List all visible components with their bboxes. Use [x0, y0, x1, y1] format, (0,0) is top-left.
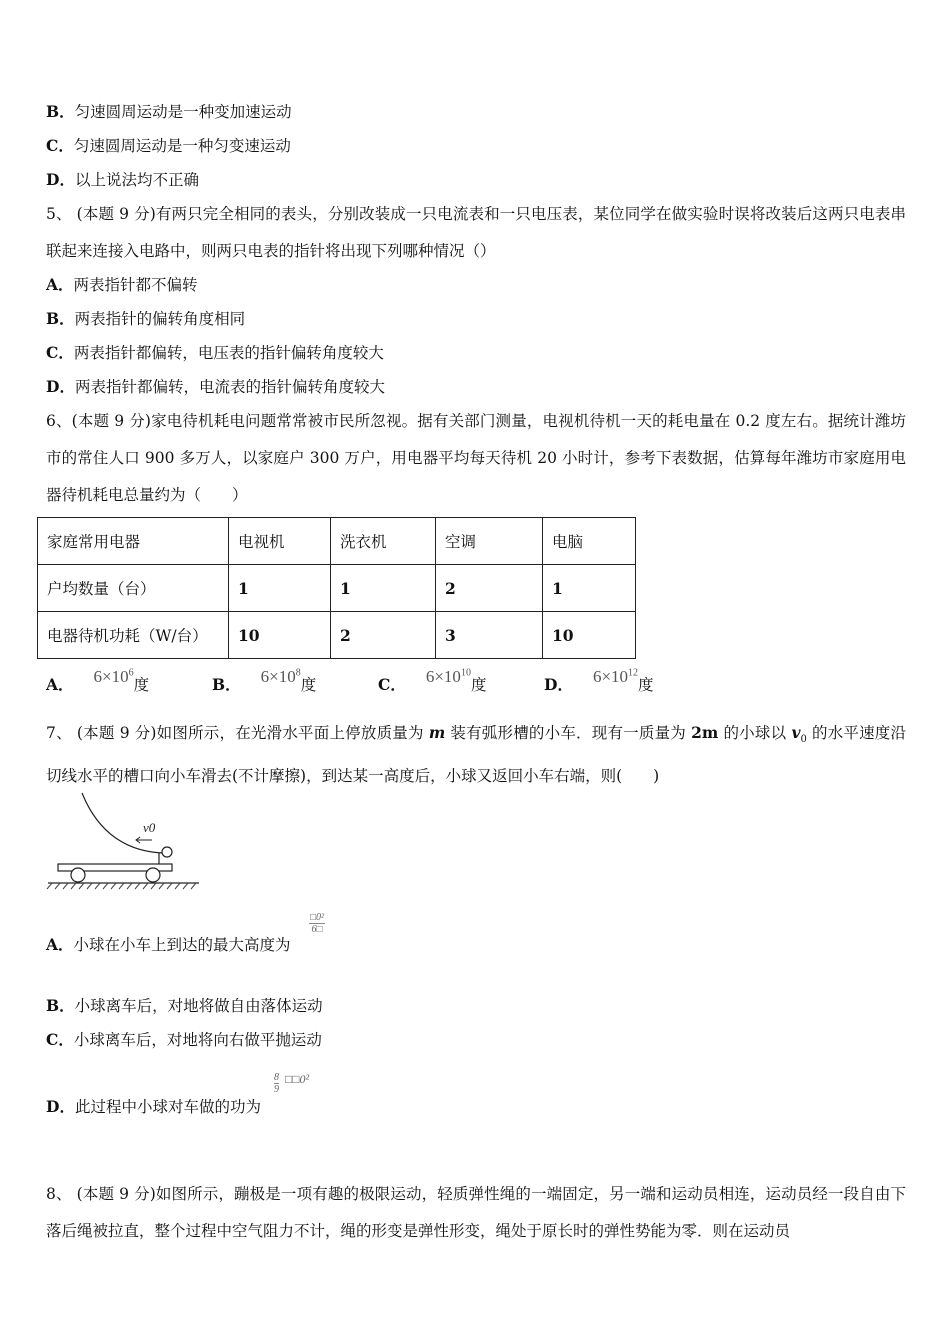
q7-stem: 7、 (本题 9 分)如图所示，在光滑水平面上停放质量为 m 装有弧形槽的小车．现有一质量为 2m 的小球以 $v_0$ 的水平速度沿切线水平的槽口向小车滑去(不计摩擦)，到达某一高度后，小球又返回小车右端，则( ): [46, 723, 907, 786]
formula-work-fraction: $\frac{8}{9}$: [274, 1072, 279, 1095]
wheel-right: [146, 868, 160, 882]
q4-option-b: B．匀速圆周运动是一种变加速运动: [46, 102, 292, 121]
table-header-cell: 家庭常用电器: [38, 518, 229, 565]
q5-option-a: A．两表指针都不偏转: [46, 275, 198, 294]
table-header-cell: 电视机: [229, 518, 331, 565]
table-cell: 户均数量（台）: [38, 565, 229, 612]
table-cell: 2: [436, 565, 543, 612]
table-cell: 1: [543, 565, 636, 612]
table-header-cell: 洗衣机: [331, 518, 436, 565]
q6-option-d: D． $6\times 10^{12}$度: [544, 667, 654, 694]
q6-option-a: A． $6\times 10^6$度: [46, 667, 150, 694]
table-cell: 10: [229, 612, 331, 659]
q6-option-c: C． $6\times 10^{10}$度: [378, 667, 487, 694]
formula-max-height: $\frac{\text{□0²}}{6□}$: [310, 912, 325, 935]
table-header-cell: 电脑: [543, 518, 636, 565]
ball: [162, 847, 172, 857]
table-header-row: [38, 518, 636, 565]
table-cell: 1: [331, 565, 436, 612]
q5-option-c: C．两表指针都偏转，电压表的指针偏转角度较大: [46, 343, 384, 362]
q7-option-c: C．小球离车后，对地将向右做平抛运动: [46, 1030, 322, 1049]
appliance-table: [37, 517, 636, 659]
table-cell: 电器待机功耗（W/台）: [38, 612, 229, 659]
velocity-label: v0: [143, 820, 156, 835]
table-row: [38, 612, 636, 659]
table-cell: 2: [331, 612, 436, 659]
q5-stem: 5、 (本题 9 分)有两只完全相同的表头，分别改装成一只电流表和一只电压表，某位同学在做实验时误将改装后这两只电表串联起来连接入电路中，则两只电表的指针将出现下列哪种情况（）: [46, 205, 906, 260]
q6-option-b: B． $6\times 10^8$度: [212, 667, 317, 694]
table-cell: 10: [543, 612, 636, 659]
table-cell: 3: [436, 612, 543, 659]
q4-option-c: C．匀速圆周运动是一种匀变速运动: [46, 136, 291, 155]
q7-option-a: A．小球在小车上到达的最大高度为: [46, 935, 291, 954]
cart-figure: [44, 790, 204, 890]
table-row: [38, 565, 636, 612]
q4-option-d: D．以上说法均不正确: [46, 170, 199, 189]
q5-option-b: B．两表指针的偏转角度相同: [46, 309, 246, 328]
q8-stem: 8、 (本题 9 分)如图所示，蹦极是一项有趣的极限运动，轻质弹性绳的一端固定，另一端和运动员相连，运动员经一段自由下落后绳被拉直，整个过程中空气阻力不计，绳的形变是弹性形变，绳处于原长时的弹性势能为零．则在运动员: [46, 1185, 906, 1240]
q5-option-d: D．两表指针都偏转，电流表的指针偏转角度较大: [46, 377, 385, 396]
wheel-left: [71, 868, 85, 882]
table-header-cell: 空调: [436, 518, 543, 565]
table-cell: 1: [229, 565, 331, 612]
q7-option-b: B．小球离车后，对地将做自由落体运动: [46, 996, 323, 1015]
q7-option-d: D．此过程中小球对车做的功为: [46, 1097, 261, 1116]
q6-stem: 6、(本题 9 分)家电待机耗电问题常常被市民所忽视。据有关部门测量，电视机待机一天的耗电量在 0.2 度左右。据统计潍坊市的常住人口 900 多万人，以家庭户 300 万户，用电器平均每天待机 20 小时计，参考下表数据，估算每年潍坊市家庭用电器待机耗电总量约为（ ）: [46, 412, 906, 504]
formula-work-tail: □□0²: [285, 1072, 310, 1086]
